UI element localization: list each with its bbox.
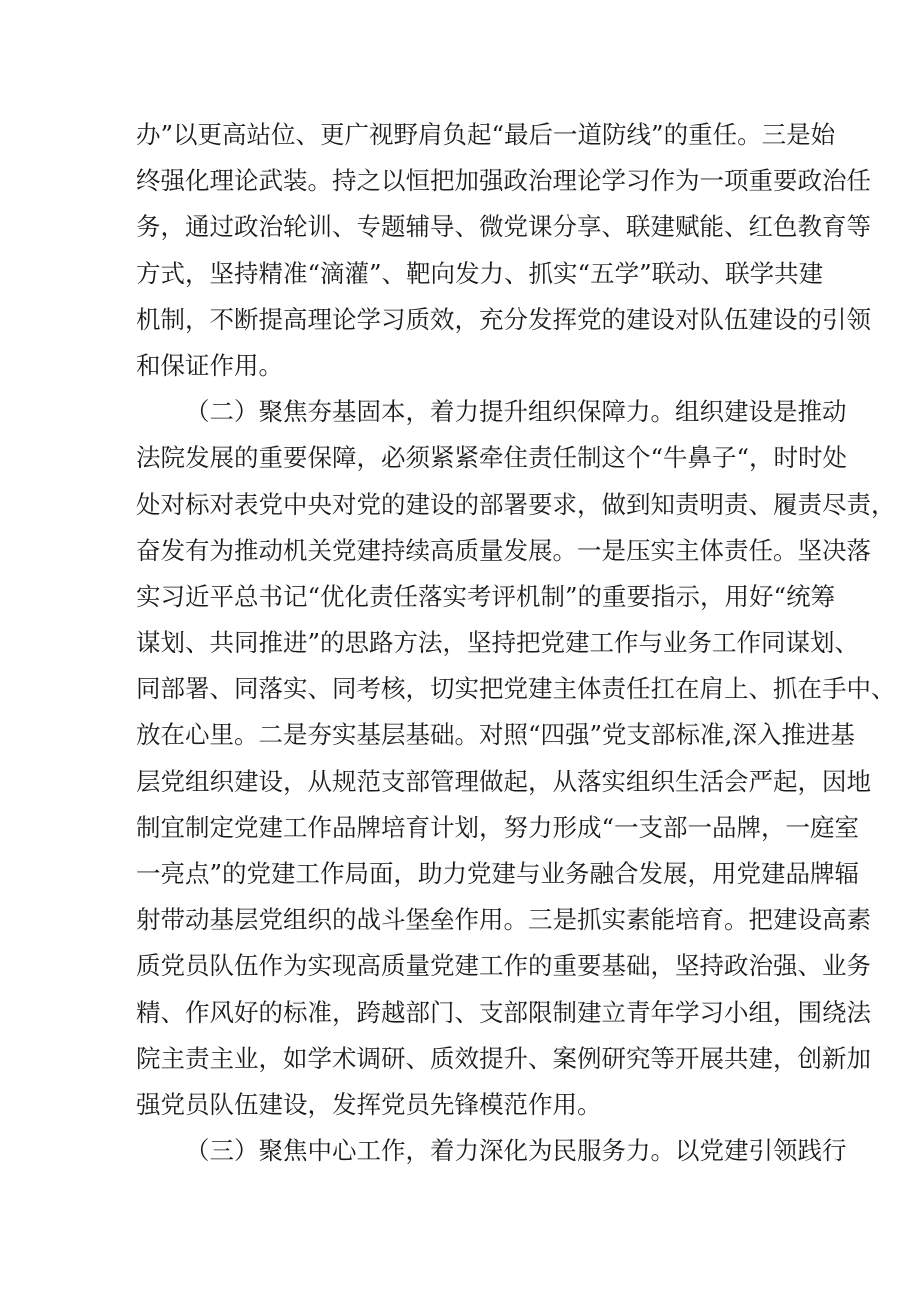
text-line: （二）聚焦夯基固本，着力提升组织保障力。组织建设是推动 — [185, 397, 847, 427]
text-line: 同部署、同落实、同考核，切实把党建主体责任扛在肩上、抓在手中、 — [136, 674, 896, 704]
text-line: 务，通过政治轮训、专题辅导、微党课分享、联建赋能、红色教育等 — [136, 212, 871, 242]
text-line: 强党员队伍建设，发挥党员先锋模范作用。 — [136, 1089, 602, 1119]
text-line: 方式，坚持精准“滴灌”、靶向发力、抓实“五学”联动、联学共建 — [136, 258, 824, 288]
text-line: 射带动基层党组织的战斗堡垒作用。三是抓实素能培育。把建设高素 — [136, 905, 871, 935]
text-line: 制宜制定党建工作品牌培育计划，努力形成“一支部一品牌，一庭室 — [136, 812, 860, 842]
text-line: 层党组织建设，从规范支部管理做起，从落实组织生活会严起，因地 — [136, 766, 871, 796]
text-line: 实习近平总书记“优化责任落实考评机制”的重要指示，用好“统筹 — [136, 581, 836, 611]
text-line: 处对标对表党中央对党的建设的部署要求，做到知责明责、履责尽责， — [136, 489, 896, 519]
text-line: 终强化理论武装。持之以恒把加强政治理论学习作为一项重要政治任 — [136, 166, 871, 196]
text-line: 机制，不断提高理论学习质效，充分发挥党的建设对队伍建设的引领 — [136, 304, 871, 334]
text-line: （三）聚焦中心工作，着力深化为民服务力。以党建引领践行 — [185, 1136, 847, 1166]
text-line: 和保证作用。 — [136, 350, 283, 380]
text-line: 办”以更高站位、更广视野肩负起“最后一道防线”的重任。三是始 — [136, 120, 836, 149]
text-line: 放在心里。二是夯实基层基础。对照“四强”党支部标准,深入推进基 — [136, 720, 855, 750]
text-line: 院主责主业，如学术调研、质效提升、案例研究等开展共建，创新加 — [136, 1043, 871, 1073]
body-text — [136, 112, 896, 1174]
text-line: 精、作风好的标准，跨越部门、支部限制建立青年学习小组，围绕法 — [136, 997, 871, 1027]
text-line: 奋发有为推动机关党建持续高质量发展。一是压实主体责任。坚决落 — [136, 535, 871, 565]
text-line: 谋划、共同推进”的思路方法，坚持把党建工作与业务工作同谋划、 — [136, 628, 860, 658]
text-line: 法院发展的重要保障，必须紧紧牵住责任制这个“牛鼻子“，时时处 — [136, 443, 848, 473]
text-line: 一亮点”的党建工作局面，助力党建与业务融合发展，用党建品牌辐 — [136, 859, 860, 888]
text-line: 质党员队伍作为实现高质量党建工作的重要基础，坚持政治强、业务 — [136, 951, 871, 981]
